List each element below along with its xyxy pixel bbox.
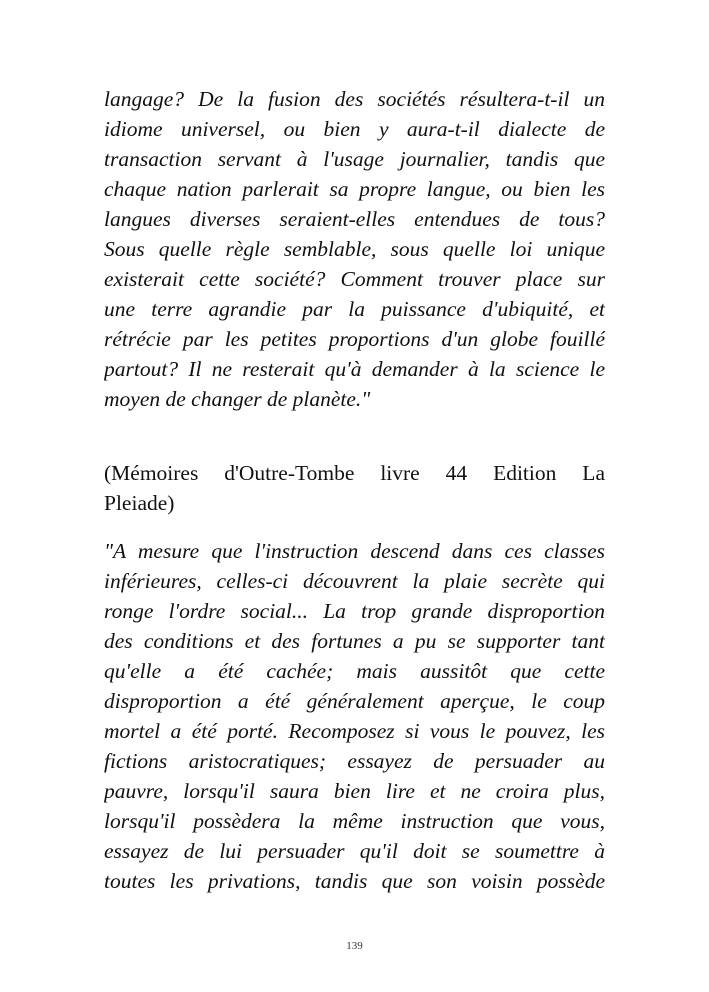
- text-line: des conditions et des fortunes a pu se supporter tant: [104, 629, 605, 653]
- text-line: pauvre, lorsqu'il saura bien lire et ne croira plus,: [104, 779, 605, 803]
- citation-paragraph: [104, 458, 605, 518]
- quote-paragraph-1: [104, 84, 605, 414]
- text-line: langage? De la fusion des sociétés résultera-t-il un: [104, 87, 605, 111]
- text-line: ronge l'ordre social... La trop grande disproportion: [104, 599, 605, 623]
- text-line: partout? Il ne resterait qu'à demander à la science le: [104, 357, 605, 381]
- text-line: "A mesure que l'instruction descend dans ces classes: [104, 539, 605, 563]
- text-line: transaction servant à l'usage journalier, tandis que: [104, 147, 605, 171]
- quote-paragraph-2: [104, 536, 605, 896]
- text-line: essayez de lui persuader qu'il doit se soumettre à: [104, 839, 605, 863]
- text-line: toutes les privations, tandis que son voisin possède: [104, 869, 605, 893]
- text-line: chaque nation parlerait sa propre langue, ou bien les: [104, 177, 605, 201]
- text-line: Pleiade): [104, 491, 175, 515]
- text-line: mortel a été porté. Recomposez si vous le pouvez, les: [104, 719, 605, 743]
- text-line: qu'elle a été cachée; mais aussitôt que cette: [104, 659, 605, 683]
- text-line: fictions aristocratiques; essayez de persuader au: [104, 749, 605, 773]
- text-line: une terre agrandie par la puissance d'ubiquité, et: [104, 297, 605, 321]
- text-line: (Mémoires d'Outre-Tombe livre 44 Edition La: [104, 461, 605, 485]
- text-line: rétrécie par les petites proportions d'un globe fouillé: [104, 327, 605, 351]
- text-line: existerait cette société? Comment trouver place sur: [104, 267, 605, 291]
- text-line: idiome universel, ou bien y aura-t-il dialecte de: [104, 117, 605, 141]
- text-line: disproportion a été généralement aperçue, le coup: [104, 689, 605, 713]
- text-line: moyen de changer de planète.": [104, 387, 371, 411]
- text-line: langues diverses seraient-elles entendues de tous?: [104, 207, 605, 231]
- page-number: 139: [346, 940, 363, 952]
- text-line: inférieures, celles-ci découvrent la plaie secrète qui: [104, 569, 605, 593]
- text-line: Sous quelle règle semblable, sous quelle loi unique: [104, 237, 605, 261]
- text-line: lorsqu'il possèdera la même instruction que vous,: [104, 809, 605, 833]
